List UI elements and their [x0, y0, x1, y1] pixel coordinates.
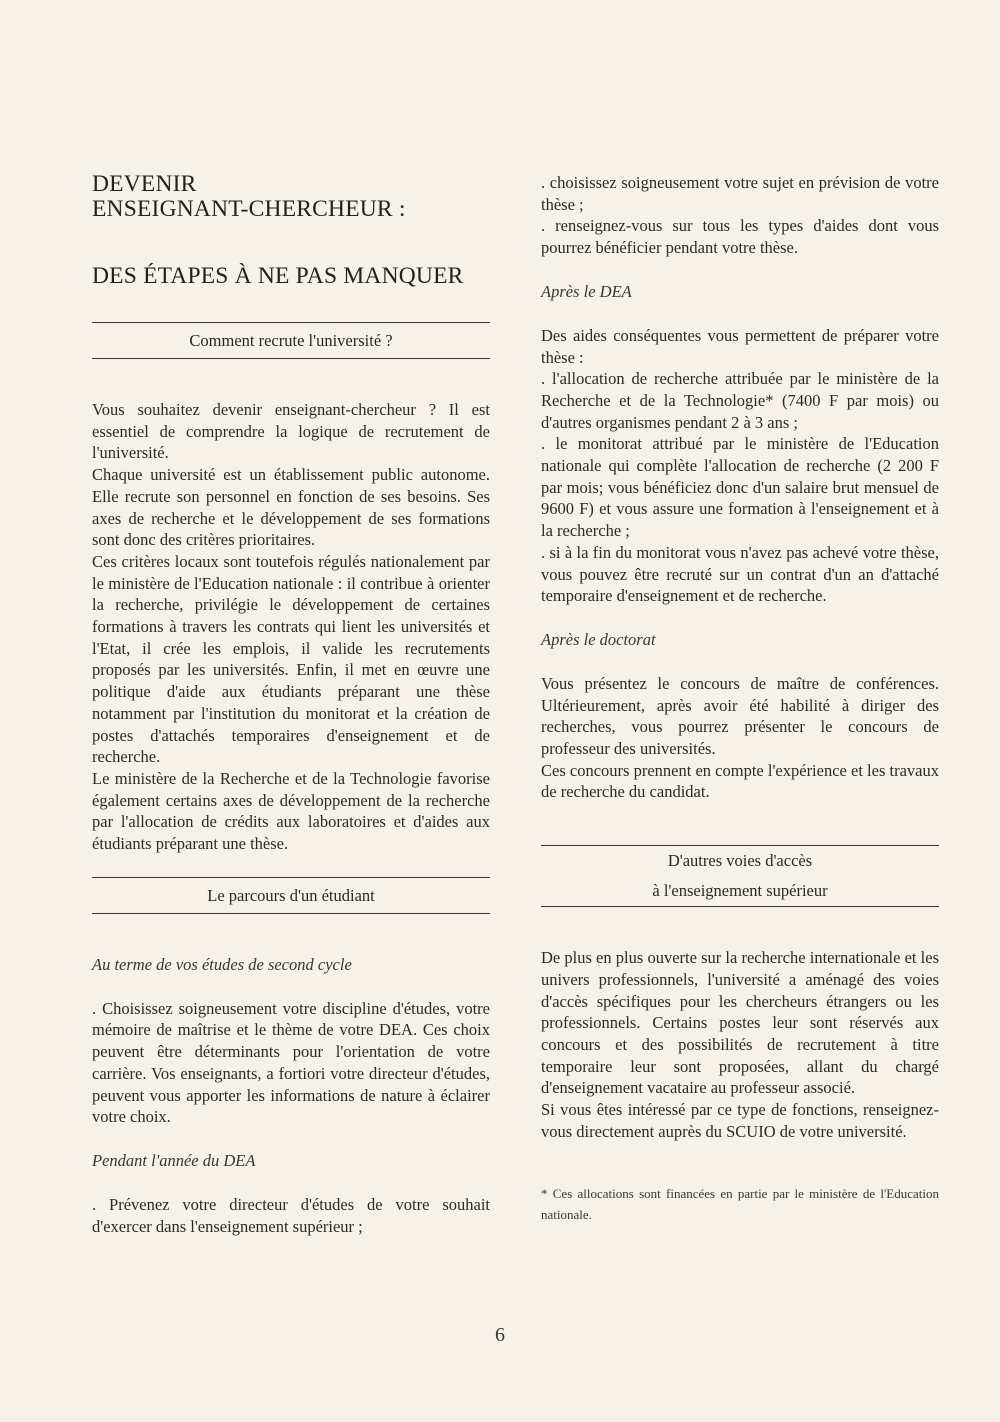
page-number: 6	[495, 1324, 505, 1346]
divider	[92, 913, 490, 914]
divider	[541, 906, 939, 907]
paragraph: Vous présentez le concours de maître de conférences. Ultérieurement, après avoir été habilité à diriger des recherches, vous pourrez présenter le concours de professeur des universités.	[541, 673, 939, 759]
right-column	[541, 172, 939, 1225]
section-heading-student-path	[92, 877, 490, 914]
paragraph: Le ministère de la Recherche et de la Technologie favorise également certains axes de développement de la recherche par l'allocation de crédits aux laboratoires et d'aides aux étudiants préparant une thèse.	[92, 768, 490, 854]
subheading: Pendant l'année du DEA	[92, 1150, 256, 1170]
subheading: Après le doctorat	[541, 629, 656, 649]
page-subtitle: DES ÉTAPES À NE PAS MANQUER	[92, 263, 464, 289]
section-heading-text: Comment recrute l'université ?	[189, 331, 393, 350]
paragraph: Ces critères locaux sont toutefois régulés nationalement par le ministère de l'Education nationale : il contribue à orienter la recherche, privilégie le développement de certaines formations à travers les contrats qui lient les universités et l'Etat, il crée les emplois, il valide les recrutements proposés par les universités. Enfin, il met en œuvre une politique d'aide aux étudiants préparant une thèse notamment par l'institution du monitorat et la création de postes d'attachés temporaires d'enseignement et de recherche.	[92, 551, 490, 767]
paragraph: . le monitorat attribué par le ministère de l'Education nationale qui complète l'allocation de recherche (2 200 F par mois; vous bénéficiez donc d'un salaire brut mensuel de 9600 F) et vous assure une formation à l'enseignement et à la recherche ;	[541, 434, 939, 541]
section-heading-recruitment	[92, 322, 490, 359]
page-title-line2: ENSEIGNANT-CHERCHEUR :	[92, 196, 406, 222]
paragraph: Des aides conséquentes vous permettent de préparer votre thèse :	[541, 325, 939, 367]
section-heading-text: Le parcours d'un étudiant	[207, 885, 375, 905]
paragraph: . Prévenez votre directeur d'études de votre souhait d'exercer dans l'enseignement supérieur ;	[92, 1194, 490, 1236]
paragraph: . choisissez soigneusement votre sujet en prévision de votre thèse ;	[541, 173, 939, 214]
paragraph: . l'allocation de recherche attribuée par le ministère de la Recherche et de la Technologie* (7400 F par mois) ou d'autres organismes pendant 2 à 3 ans ;	[541, 369, 939, 432]
paragraph: . renseignez-vous sur tous les types d'aides dont vous pourrez bénéficier pendant votre thèse.	[541, 216, 939, 258]
paragraph: De plus en plus ouverte sur la recherche internationale et les univers professionnels, l'université a aménagé des voies d'accès spécifiques pour les chercheurs étrangers ou les professionnels. Certains postes leur sont réservés aux concours et des possibilités de recrutement à titre temporaire leur sont proposées, allant du chargé d'enseignement vacataire au professeur associé.	[541, 948, 939, 1098]
paragraph: Ces concours prennent en compte l'expérience et les travaux de recherche du candidat.	[541, 760, 939, 802]
left-column	[92, 172, 490, 1237]
divider	[92, 358, 490, 359]
paragraph: Chaque université est un établissement public autonome. Elle recrute son personnel en fonction de ses besoins. Ses axes de recherche et le développement de ses formations sont donc des critères prioritaires.	[92, 465, 490, 550]
section-heading-text-line2: à l'enseignement supérieur	[652, 881, 828, 901]
footnote: * Ces allocations sont financées en partie par le ministère de l'Education nationale.	[541, 1185, 939, 1222]
subheading: Au terme de vos études de second cycle	[92, 954, 352, 974]
paragraph: Vous souhaitez devenir enseignant-chercheur ? Il est essentiel de comprendre la logique de recrutement de l'université.	[92, 400, 490, 463]
section-heading-other-paths	[541, 845, 939, 907]
subheading: Après le DEA	[541, 281, 632, 301]
section-heading-text-line1: D'autres voies d'accès	[667, 851, 813, 871]
paragraph: . Choisissez soigneusement votre discipline d'études, votre mémoire de maîtrise et le thème de votre DEA. Ces choix peuvent être déterminants pour l'orientation de votre carrière. Vos enseignants, a fortiori votre directeur d'études, peuvent vous apporter les informations de nature à éclairer votre choix.	[92, 998, 490, 1127]
paragraph: Si vous êtes intéressé par ce type de fonctions, renseignez-vous directement auprès du SCUIO de votre université.	[541, 1100, 939, 1141]
paragraph: . si à la fin du monitorat vous n'avez pas achevé votre thèse, vous pouvez être recruté sur un contrat d'un an d'attaché temporaire d'enseignement et de recherche.	[541, 542, 939, 606]
page-title-line1: DEVENIR	[92, 171, 197, 197]
